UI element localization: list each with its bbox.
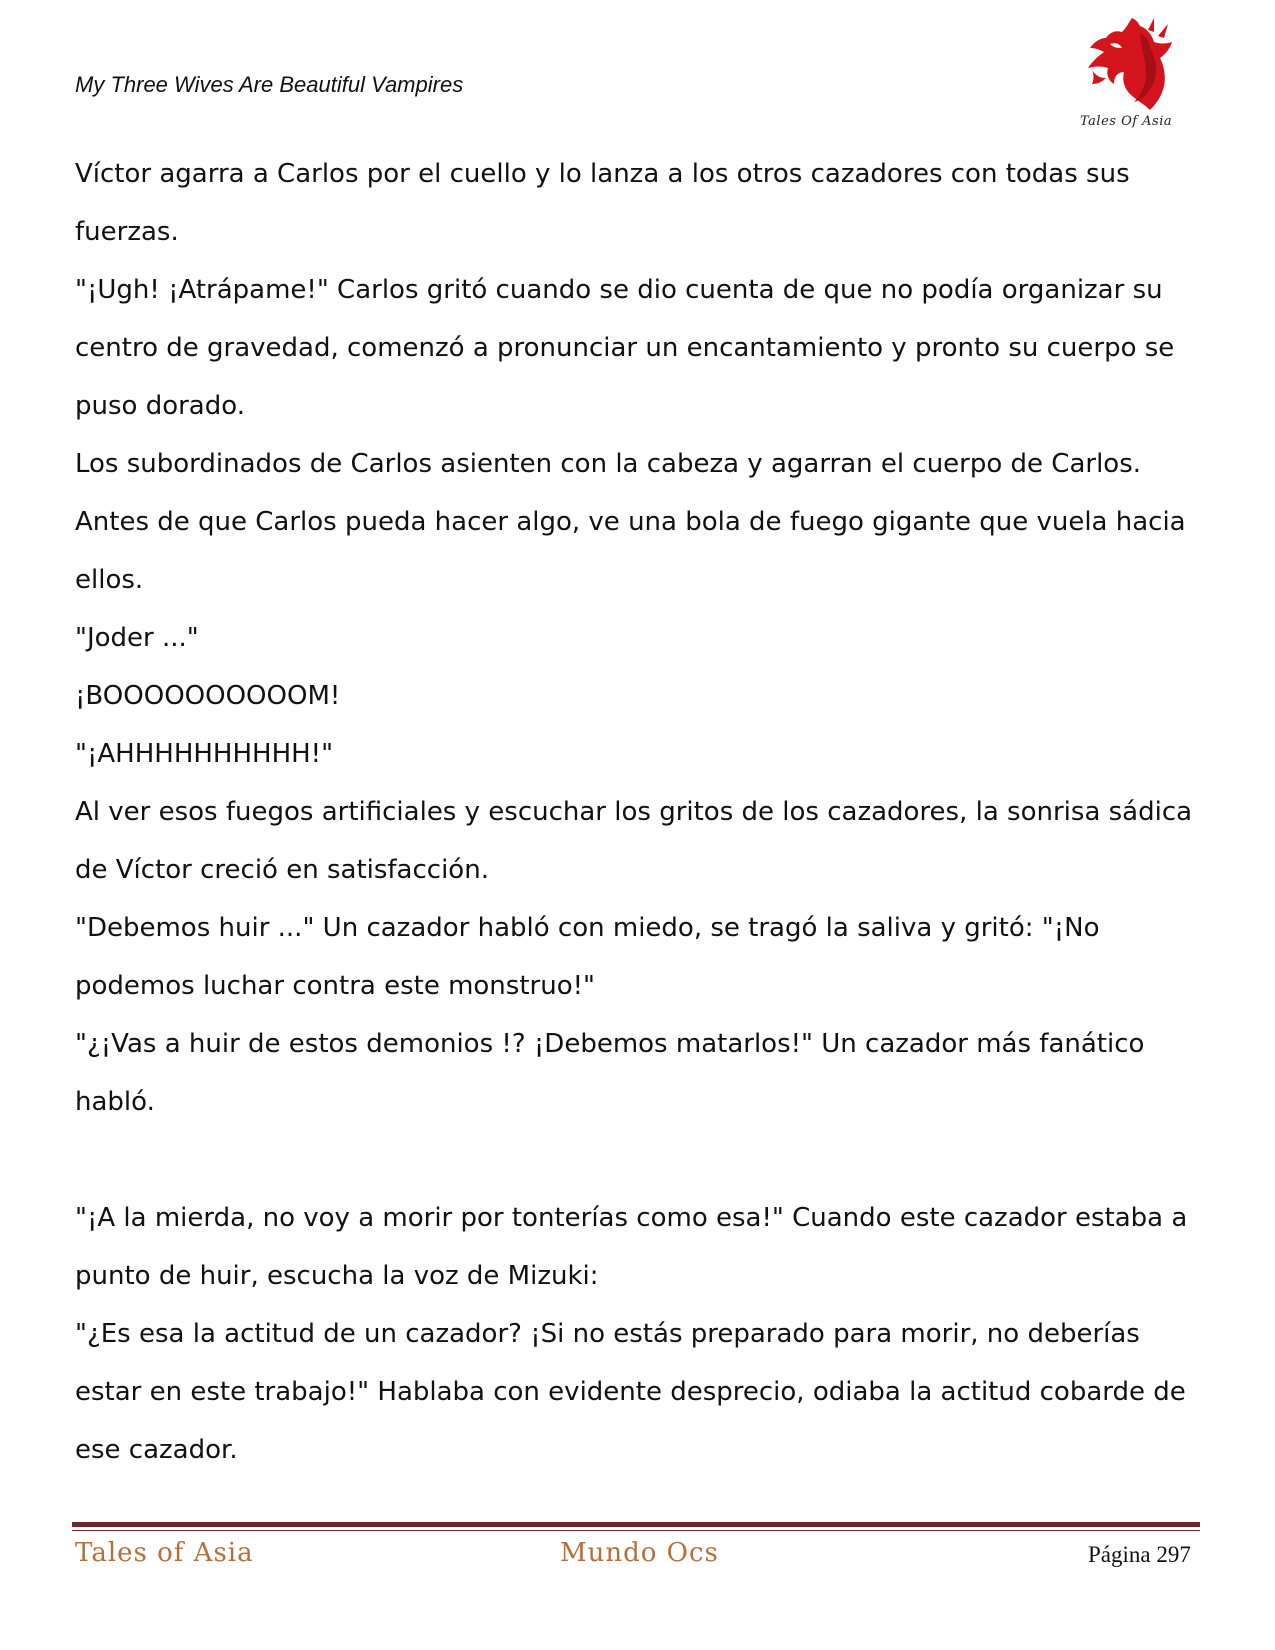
paragraph: Antes de que Carlos pueda hacer algo, ve una bola de fuego gigante que vuela hacia ellos. bbox=[75, 507, 1186, 595]
paragraph: "¡A la mierda, no voy a morir por tonterías como esa!" Cuando este cazador estaba a punto de huir, escucha la voz de Mizuki: bbox=[75, 1203, 1188, 1291]
paragraph: "¿¡Vas a huir de estos demonios !? ¡Debemos matarlos!" Un cazador más fanático habló. bbox=[75, 1029, 1145, 1117]
footer-publisher: Tales of Asia bbox=[75, 1538, 254, 1568]
paragraph: "¿Es esa la actitud de un cazador? ¡Si no estás preparado para morir, no deberías estar en este trabajo!" Hablaba con evidente desprecio, odiaba la actitud cobarde de ese cazador. bbox=[75, 1319, 1186, 1465]
paragraph: Víctor agarra a Carlos por el cuello y lo lanza a los otros cazadores con todas sus fuerzas. bbox=[75, 159, 1130, 247]
paragraph: Los subordinados de Carlos asienten con la cabeza y agarran el cuerpo de Carlos. bbox=[75, 449, 1142, 479]
book-title: My Three Wives Are Beautiful Vampires bbox=[75, 72, 464, 97]
footer-translator: Mundo Ocs bbox=[560, 1538, 719, 1568]
paragraph: "¡Ugh! ¡Atrápame!" Carlos gritó cuando se dio cuenta de que no podía organizar su centro de gravedad, comenzó a pronunciar un encantamiento y pronto su cuerpo se puso dorado. bbox=[75, 275, 1175, 421]
logo-caption: Tales Of Asia bbox=[1080, 114, 1173, 129]
paragraph: "¡AHHHHHHHHHH!" bbox=[75, 739, 334, 769]
paragraph: "Debemos huir ..." Un cazador habló con miedo, se tragó la saliva y gritó: "¡No podemos luchar contra este monstruo!" bbox=[75, 913, 1100, 1001]
footer-divider-thin bbox=[72, 1530, 1200, 1531]
paragraph: ¡BOOOOOOOOOOM! bbox=[75, 681, 341, 711]
page-number: Página 297 bbox=[1088, 1542, 1191, 1567]
paragraph: Al ver esos fuegos artificiales y escuchar los gritos de los cazadores, la sonrisa sádica de Víctor creció en satisfacción. bbox=[75, 797, 1193, 885]
footer-divider bbox=[72, 1522, 1200, 1527]
chapter-body bbox=[75, 145, 1205, 1479]
paragraph: "Joder ..." bbox=[75, 623, 199, 653]
